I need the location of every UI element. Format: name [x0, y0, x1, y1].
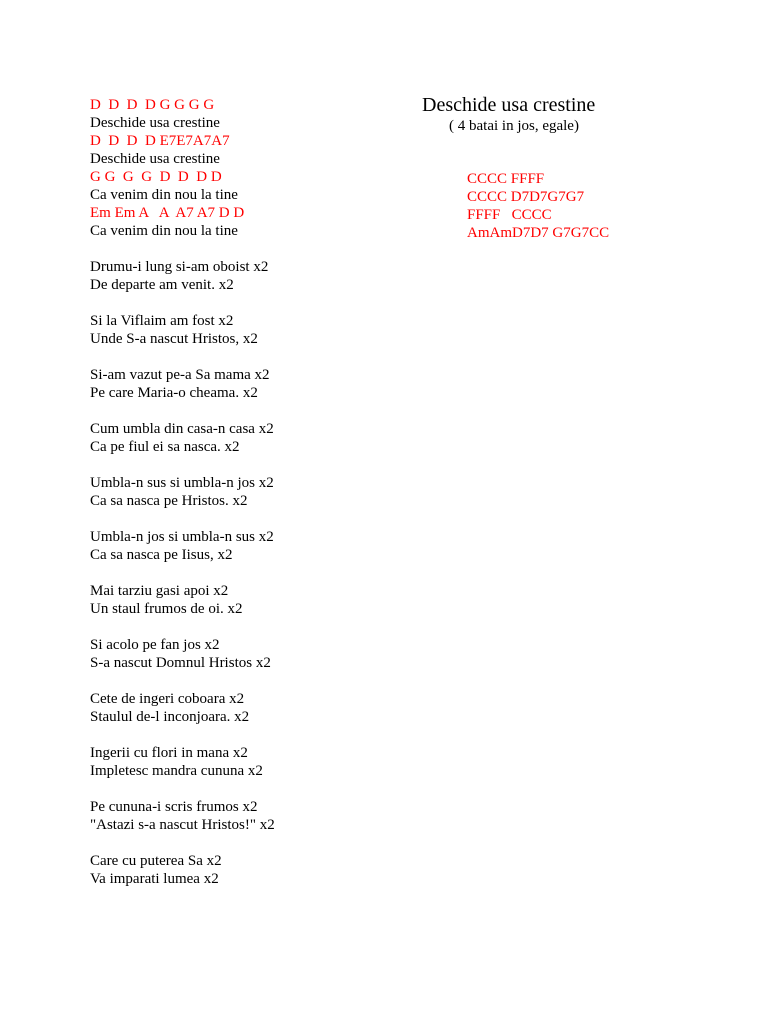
intro-block [90, 96, 410, 240]
chord-line: D D D D G G G G [90, 97, 215, 113]
chord-pattern-block [467, 170, 727, 242]
stanza [90, 258, 410, 294]
chord-pattern-line: FFFF CCCC [467, 207, 552, 223]
lyric-line: Ca venim din nou la tine [90, 223, 238, 239]
lyric-line: Si la Viflaim am fost x2 [90, 313, 234, 329]
stanza [90, 420, 410, 456]
subtitle: ( 4 batai in jos, egale) [449, 118, 579, 134]
lyric-line: Cete de ingeri coboara x2 [90, 691, 245, 707]
chord-line: Em Em A A A7 A7 D D [90, 205, 245, 221]
stanza [90, 474, 410, 510]
lyric-line: Unde S-a nascut Hristos, x2 [90, 331, 258, 347]
lyric-line: Ca sa nasca pe Hristos. x2 [90, 493, 248, 509]
page-title: Deschide usa crestine [422, 94, 596, 116]
lyric-line: Deschide usa crestine [90, 151, 220, 167]
lyric-line: Umbla-n sus si umbla-n jos x2 [90, 475, 274, 491]
stanza [90, 312, 410, 348]
lyric-line: Si acolo pe fan jos x2 [90, 637, 220, 653]
lyric-line: "Astazi s-a nascut Hristos!" x2 [90, 817, 275, 833]
lyric-line: Si-am vazut pe-a Sa mama x2 [90, 367, 270, 383]
chord-pattern-line: CCCC FFFF [467, 171, 545, 187]
lyric-line: Mai tarziu gasi apoi x2 [90, 583, 229, 599]
stanza [90, 366, 410, 402]
lyric-line: Ca pe fiul ei sa nasca. x2 [90, 439, 240, 455]
stanza [90, 582, 410, 618]
lyric-line: Pe care Maria-o cheama. x2 [90, 385, 258, 401]
chord-line: D D D D E7E7A7A7 [90, 133, 230, 149]
lyric-line: Pe cununa-i scris frumos x2 [90, 799, 258, 815]
lyric-line: Drumu-i lung si-am oboist x2 [90, 259, 269, 275]
stanza [90, 690, 410, 726]
chord-pattern-line: CCCC D7D7G7G7 [467, 189, 585, 205]
lyric-line: Umbla-n jos si umbla-n sus x2 [90, 529, 274, 545]
stanza [90, 744, 410, 780]
lyric-line: Staulul de-l inconjoara. x2 [90, 709, 250, 725]
lyrics-column [90, 96, 410, 906]
lyric-line: De departe am venit. x2 [90, 277, 234, 293]
stanza [90, 852, 410, 888]
lyric-line: Un staul frumos de oi. x2 [90, 601, 243, 617]
lyric-line: Deschide usa crestine [90, 115, 220, 131]
lyric-line: Va imparati lumea x2 [90, 871, 219, 887]
lyric-line: Ca sa nasca pe Iisus, x2 [90, 547, 233, 563]
chord-pattern-line: AmAmD7D7 G7G7CC [467, 225, 610, 241]
stanza [90, 798, 410, 834]
lyric-line: Cum umbla din casa-n casa x2 [90, 421, 274, 437]
lyric-line: Impletesc mandra cununa x2 [90, 763, 263, 779]
lyric-line: Care cu puterea Sa x2 [90, 853, 222, 869]
stanza [90, 636, 410, 672]
lyric-line: Ca venim din nou la tine [90, 187, 238, 203]
lyric-line: S-a nascut Domnul Hristos x2 [90, 655, 271, 671]
stanza [90, 528, 410, 564]
lyric-line: Ingerii cu flori in mana x2 [90, 745, 248, 761]
chord-line: G G G G D D D D [90, 169, 222, 185]
